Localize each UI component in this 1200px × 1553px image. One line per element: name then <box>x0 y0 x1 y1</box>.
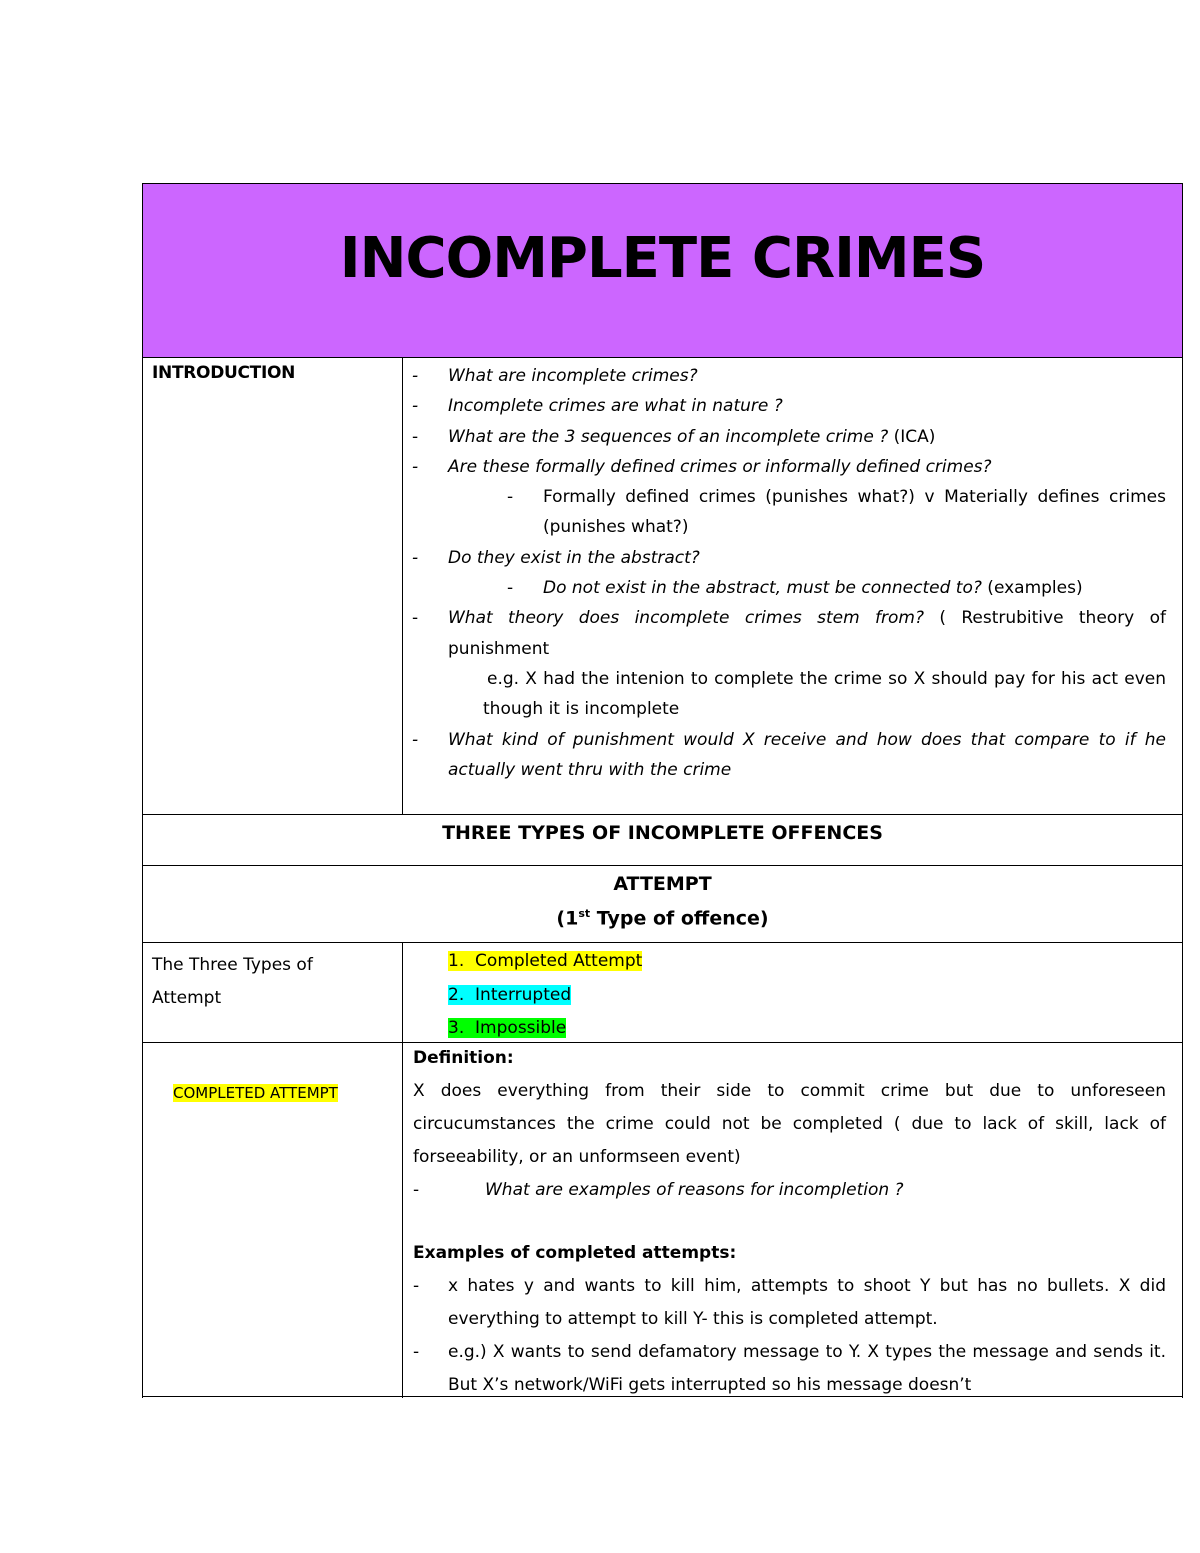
attempt-subheading: (1st Type of offence) <box>556 907 769 930</box>
bottom-border <box>142 1396 1183 1397</box>
document-title: INCOMPLETE CRIMES <box>339 226 986 291</box>
intro-subpoint-4: - Formally defined crimes (punishes what?) v Materially defines crimes (punishes what?) <box>507 487 1166 538</box>
types-label-cell <box>142 942 403 1042</box>
intro-question-7: - What kind of punishment would X receive and how does that compare to if he actually went thru with the crime <box>412 729 1166 780</box>
title-banner <box>142 183 1183 358</box>
attempt-heading: ATTEMPT <box>613 873 712 895</box>
completed-content-cell <box>403 1042 1183 1398</box>
three-types-heading: THREE TYPES OF INCOMPLETE OFFENCES <box>442 822 883 844</box>
intro-label-cell <box>142 358 403 814</box>
types-list-cell <box>403 942 1183 1042</box>
intro-question-5: - Do they exist in the abstract? <box>412 547 700 568</box>
types-label: The Three Types of Attempt <box>152 955 313 1008</box>
example-1: - x hates y and wants to kill him, attempts to shoot Y but has no bullets. X did everything to attempt to kill Y- this is completed attempt. <box>413 1276 1166 1329</box>
definition-heading: Definition: <box>413 1048 514 1068</box>
completed-label: COMPLETED ATTEMPT <box>173 1084 338 1102</box>
type-item-2: 2. Interrupted <box>448 984 572 1005</box>
definition-text: X does everything from their side to commit crime but due to unforeseen circucumstances the crime could not be completed ( due to lack of skill, lack of forseeability, or an unformseen event) <box>413 1081 1166 1167</box>
intro-subpoint-5: - Do not exist in the abstract, must be connected to? (examples) <box>507 578 1083 599</box>
example-2: - e.g.) X wants to send defamatory message to Y. X types the message and sends it. But X’s network/WiFi gets interrupted so his message doesn’t <box>413 1342 1166 1395</box>
intro-question-6: - What theory does incomplete crimes stem from? ( Restrubitive theory of punishment <box>412 608 1166 659</box>
intro-content-cell <box>403 358 1183 814</box>
intro-question-1: - What are incomplete crimes? <box>412 366 698 386</box>
intro-question-2: - Incomplete crimes are what in nature ? <box>412 396 783 417</box>
examples-heading: Examples of completed attempts: <box>413 1243 737 1263</box>
intro-label: INTRODUCTION <box>152 363 296 383</box>
attempt-heading-cell <box>142 865 1183 942</box>
definition-question: - What are examples of reasons for incompletion ? <box>413 1180 904 1200</box>
type-item-1: 1. Completed Attempt <box>448 951 643 971</box>
intro-question-3: - What are the 3 sequences of an incomplete crime ? (ICA) <box>412 426 936 447</box>
three-types-heading-cell <box>142 814 1183 865</box>
document-table <box>142 183 1183 1398</box>
intro-question-4: - Are these formally defined crimes or informally defined crimes? <box>412 456 992 477</box>
completed-label-cell <box>142 1042 403 1398</box>
intro-example: e.g. X had the intenion to complete the crime so X should pay for his act even though it is incomplete <box>483 668 1166 720</box>
type-item-3: 3. Impossible <box>448 1018 567 1038</box>
